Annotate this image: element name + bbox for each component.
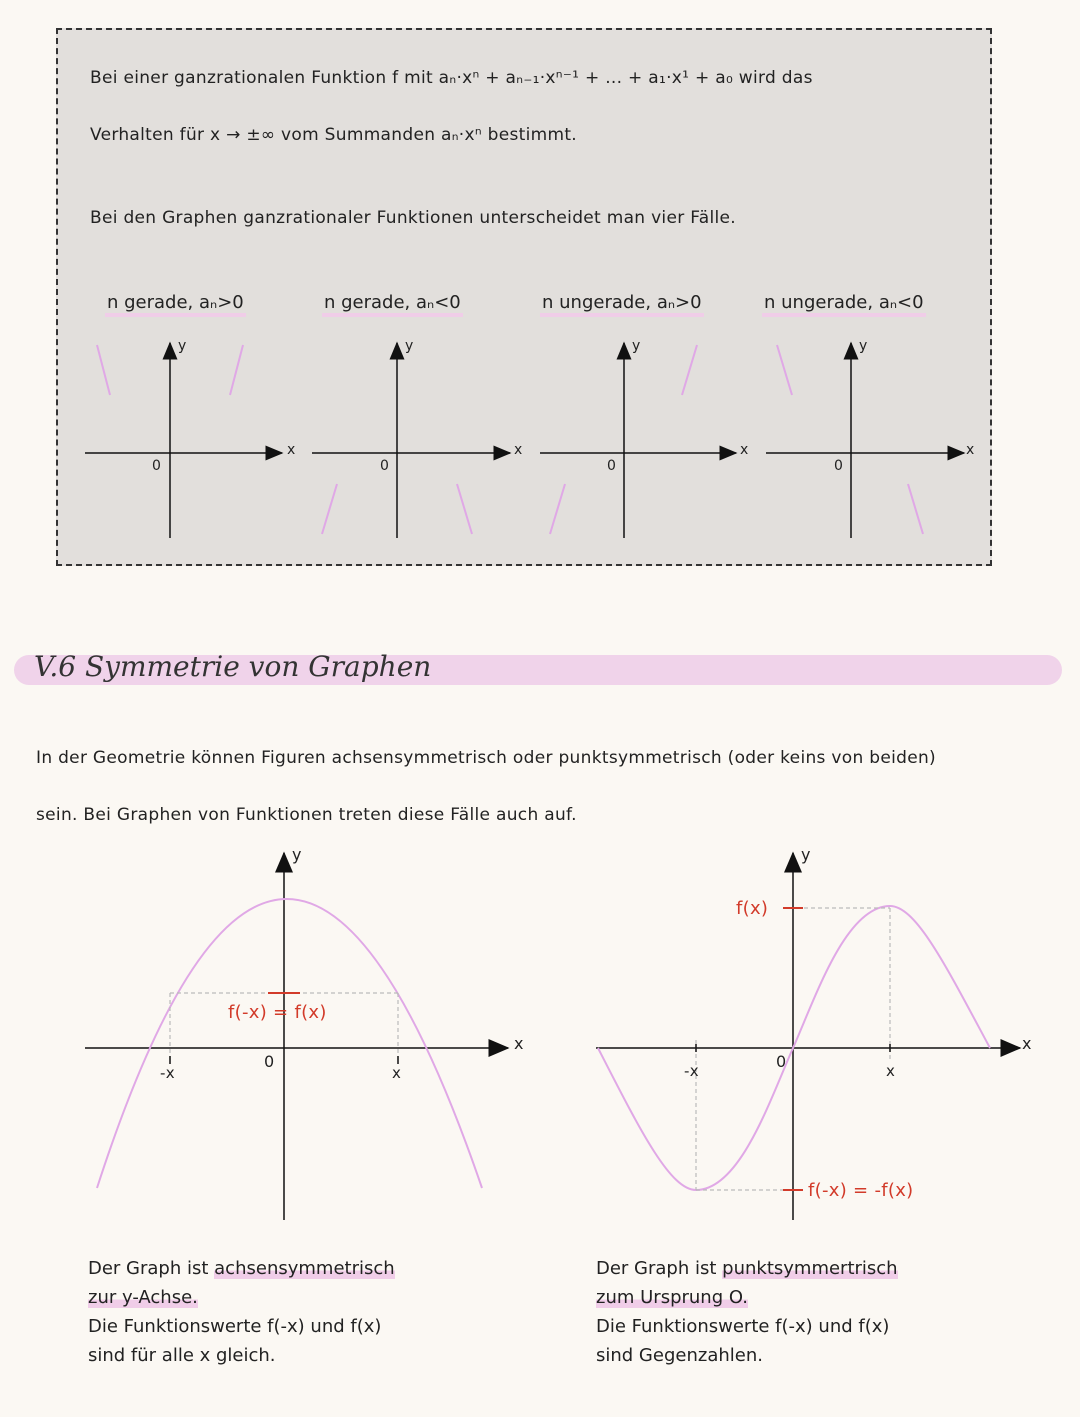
section-title: V.6 Symmetrie von Graphen	[34, 650, 432, 683]
desc-left-line4: sind für alle x gleich.	[88, 1345, 276, 1366]
graph-left-description	[88, 1254, 395, 1370]
case2-y-label: y	[405, 338, 414, 354]
graph-right-description	[596, 1254, 898, 1370]
case-label-4: n ungerade, aₙ<0	[762, 292, 926, 317]
graph-right-tick-neg: -x	[684, 1062, 699, 1080]
case-label-1: n gerade, aₙ>0	[105, 292, 246, 317]
case2-x-label: x	[514, 442, 523, 458]
case-label-3: n ungerade, aₙ>0	[540, 292, 704, 317]
graph-left-tick-pos: x	[392, 1064, 402, 1082]
desc-left-line2: zur y-Achse.	[88, 1287, 198, 1308]
desc-left-keyword: achsensymmetrisch	[214, 1258, 395, 1279]
desc-right-keyword: punktsymmertrisch	[722, 1258, 898, 1279]
graph-left-tick-neg: -x	[160, 1064, 175, 1082]
case2-origin: 0	[380, 458, 390, 474]
graph-left-annotation: f(-x) = f(x)	[228, 1002, 327, 1023]
graph-left-x-label: x	[514, 1034, 524, 1053]
intro-line-1: In der Geometrie können Figuren achsensymmetrisch oder punktsymmetrisch (oder keins von beiden)	[36, 748, 936, 768]
desc-left-line1-a: Der Graph ist	[88, 1258, 215, 1279]
info-line-1: Bei einer ganzrationalen Funktion f mit aₙ·xⁿ + aₙ₋₁·xⁿ⁻¹ + ... + a₁·x¹ + a₀ wird das	[90, 68, 813, 88]
info-line-3: Bei den Graphen ganzrationaler Funktionen unterscheidet man vier Fälle.	[90, 208, 736, 228]
case3-y-label: y	[632, 338, 641, 354]
case4-y-label: y	[859, 338, 868, 354]
desc-right-line3: Die Funktionswerte f(-x) und f(x)	[596, 1316, 890, 1337]
graph-right-annotation-bottom: f(-x) = -f(x)	[808, 1180, 914, 1201]
graph-left-y-label: y	[292, 845, 302, 864]
graph-right-y-label: y	[801, 845, 811, 864]
case1-x-label: x	[287, 442, 296, 458]
intro-line-2: sein. Bei Graphen von Funktionen treten diese Fälle auch auf.	[36, 805, 577, 825]
case4-origin: 0	[834, 458, 844, 474]
graph-left-origin: 0	[264, 1052, 275, 1071]
parabola-curve	[97, 899, 482, 1188]
desc-right-line1-a: Der Graph ist	[596, 1258, 723, 1279]
graph-right-tick-pos: x	[886, 1062, 896, 1080]
info-line-2: Verhalten für x → ±∞ vom Summanden aₙ·xⁿ bestimmt.	[90, 125, 577, 145]
case1-origin: 0	[152, 458, 162, 474]
graph-right-annotation-top: f(x)	[736, 898, 769, 919]
desc-right-line2: zum Ursprung O.	[596, 1287, 749, 1308]
case1-y-label: y	[178, 338, 187, 354]
desc-right-line4: sind Gegenzahlen.	[596, 1345, 763, 1366]
graph-right-x-label: x	[1022, 1034, 1032, 1053]
case3-origin: 0	[607, 458, 617, 474]
case-label-2: n gerade, aₙ<0	[322, 292, 463, 317]
case4-x-label: x	[966, 442, 975, 458]
desc-left-line3: Die Funktionswerte f(-x) und f(x)	[88, 1316, 382, 1337]
graph-right	[596, 853, 1020, 1220]
case3-x-label: x	[740, 442, 749, 458]
graph-left	[85, 853, 508, 1220]
graph-right-origin: 0	[776, 1052, 787, 1071]
